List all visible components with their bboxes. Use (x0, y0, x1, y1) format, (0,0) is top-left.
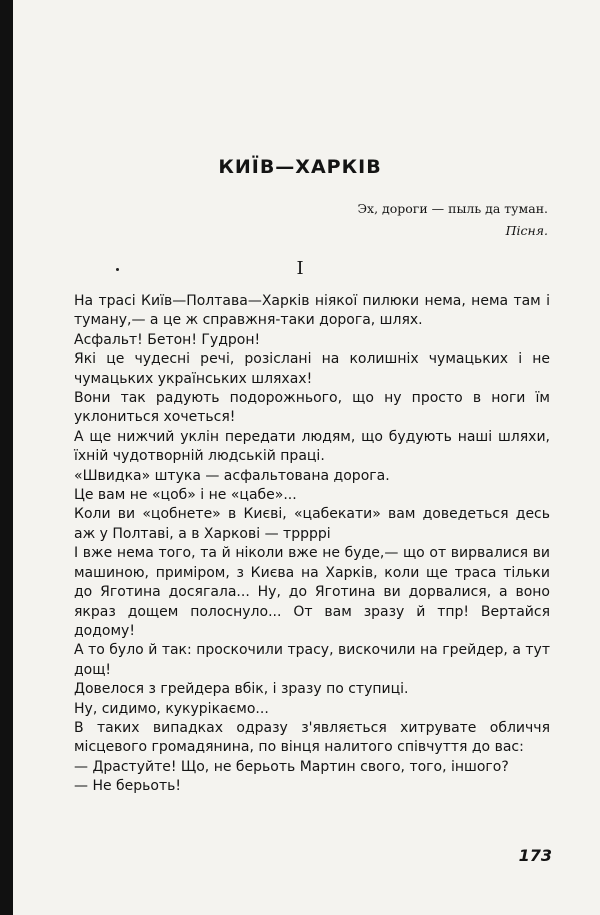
paragraph: Довелося з грейдера вбік, і зразу по ступиці. (74, 681, 409, 698)
paragraph: А ще нижчий уклін передати людям, що будують наші шляхи, їхній чудотворній людській праці. (74, 428, 550, 465)
epigraph-text: Эх, дороги — пыль да туман. (357, 201, 548, 216)
paragraph: Асфальт! Бетон! Гудрон! (74, 331, 261, 348)
epigraph-source: Пісня. (505, 223, 548, 238)
paragraph: Вони так радують подорожнього, що ну просто в ноги їм уклониться хочеться! (74, 390, 550, 426)
paragraph: На трасі Київ—Полтава—Харків ніякої пилюки нема, нема там і туману,— а це ж справжня-таки дорога, шлях. (74, 293, 550, 329)
paragraph: — Не берьоть! (74, 778, 182, 795)
page-number: 173 (518, 846, 552, 865)
paragraph: Коли ви «цобнете» в Києві, «цабекати» вам доведеться десь аж у Полтаві, а в Харкові — тррррі (74, 506, 550, 542)
page-edge-shadow (0, 0, 13, 915)
section-number: І (296, 258, 304, 279)
paragraph: Які це чудесні речі, розіслані на колишніх чумацьких і не чумацьких українських шляхах! (74, 351, 550, 387)
paragraph: І вже нема того, та й ніколи вже не буде,— що от вирвалися ви машиною, приміром, з Києва на Харків, коли ще траса тільки до Яготина досягала... Ну, до Яготина ви дорвалися, а воно якраз дощем полоснуло... От вам зразу й тпр! Вертайся додому! (74, 545, 550, 639)
paragraph: «Швидка» штука — асфальтована дорога. (74, 467, 390, 484)
body-text (74, 292, 550, 797)
paragraph: Це вам не «цоб» і не «цабе»... (74, 487, 297, 504)
paragraph: Ну, сидимо, кукурікаємо... (74, 700, 269, 717)
chapter-title: КИЇВ—ХАРКІВ (218, 156, 382, 178)
epigraph (357, 198, 548, 242)
paragraph: — Драстуйте! Що, не берьоть Мартин свого, того, іншого? (74, 758, 509, 775)
paragraph: А то було й так: проскочили трасу, вискочили на грейдер, а тут дощ! (74, 642, 550, 678)
paragraph: В таких випадках одразу з'являється хитрувате обличчя місцевого громадянина, по вінця налитого співчуття до вас: (74, 719, 550, 756)
